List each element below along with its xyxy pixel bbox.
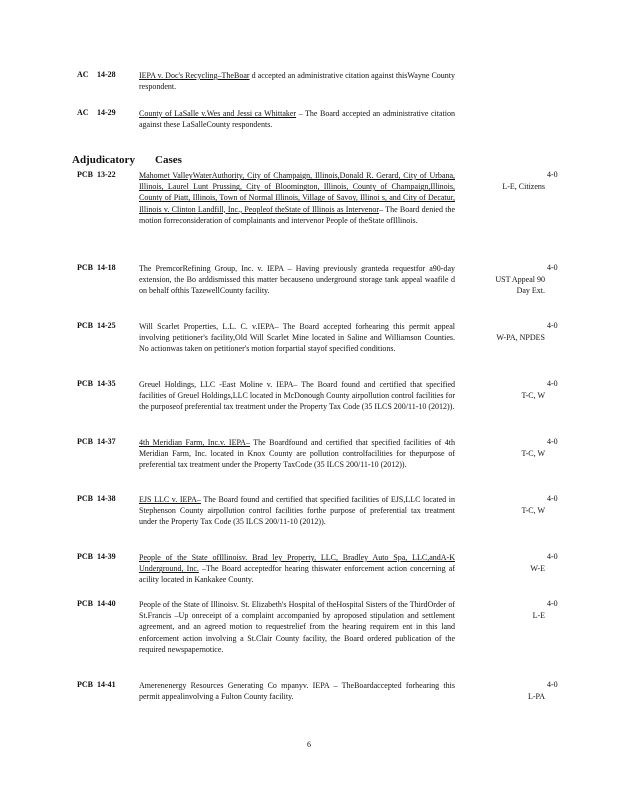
vote-tally: 4-0	[547, 170, 558, 179]
case-number: 14-35	[97, 379, 116, 388]
case-category: T-C, W	[521, 506, 545, 515]
case-category: UST Appeal 90 Day Ext.	[495, 275, 545, 296]
case-summary: The Boardfound and certified that specified facilities of 4th Meridian Farm, Inc. located in Knox County are pollution controlfacilities for thepurpose of preferential tax treatment under the Property TaxCode (35 ILCS 200/11-10 (2012)).	[139, 438, 456, 470]
case-summary: – The Board denied the motion forreconsideration of complainants and intervenor People of theState ofIllinois.	[139, 204, 455, 225]
case-category: T-C, W	[521, 391, 545, 400]
case-number: 14-41	[97, 680, 116, 689]
vote-tally: 4-0	[547, 379, 558, 388]
vote-tally: 4-0	[547, 552, 558, 561]
case-type: PCB	[77, 379, 93, 388]
case-number: 14-39	[97, 552, 116, 561]
case-description	[139, 108, 455, 130]
list-item	[77, 379, 557, 429]
list-item	[77, 70, 557, 100]
list-item	[77, 263, 557, 313]
case-category: L-PA	[527, 692, 545, 701]
case-number: 14-37	[97, 437, 116, 446]
case-number: 14-25	[97, 321, 116, 330]
case-summary: The Board found and certified that specified facilities of EJS,LLC located in Stephenson County airpollution control facilities forthe purpose of preferential tax treatment under the Property Tax Code (35 ILCS 200/11-10 (2012)).	[139, 495, 455, 527]
case-summary: Will Scarlet Properties, L.L. C. v.IEPA– The Board accepted forhearing this permit appeal involving petitioner's facility,Old Will Scarlet Mine located in Saline and Williamson Counties. No actionwas taken on petitioner's motion forpartial stayof specified conditions.	[139, 322, 455, 354]
case-summary: Amerenenergy Resources Generating Co mpanyv. IEPA – TheBoardaccepted forhearing this permit appealinvolving a Fulton County facility.	[139, 681, 455, 702]
case-type: PCB	[77, 494, 93, 503]
vote-tally: 4-0	[547, 599, 558, 608]
case-summary: – The Board accepted an administrative citation against these LaSalleCounty respondents.	[139, 109, 455, 130]
case-description	[139, 263, 455, 297]
case-number: 14-28	[97, 70, 116, 79]
case-title: County of LaSalle v.Wes and Jessi ca Whittaker	[139, 109, 297, 118]
case-summary: The PremcorRefining Group, Inc. v. IEPA – Having previously granteda requestfor a90-day extension, the Bo arddismissed this matter becauseno underground storage tank appeal waafile d on behalf ofthis TazewellCounty facility.	[139, 264, 455, 296]
section-subtitle: Cases	[155, 154, 182, 166]
case-title: EJS LLC v. IEPA–	[139, 495, 201, 504]
list-item	[77, 108, 557, 138]
case-category: L-E	[532, 611, 545, 620]
case-type: PCB	[77, 552, 93, 561]
list-item	[77, 680, 557, 710]
case-number: 14-29	[97, 108, 116, 117]
case-type: PCB	[77, 263, 93, 272]
case-description	[139, 680, 455, 702]
vote-tally: 4-0	[547, 263, 558, 272]
case-description	[139, 321, 455, 355]
case-number: 14-38	[97, 494, 116, 503]
list-item	[77, 170, 557, 250]
case-summary: Greuel Holdings, LLC -East Moline v. IEPA– The Board found and certified that specified facilities of Greuel Holdings,LLC located in McDonough County airpollution control facilities for the purposeof preferential tax treatment under the Property Tax Code (35 ILCS 200/11-10 (2012)).	[139, 380, 455, 412]
case-summary: d accepted an administrative citation against thisWayne County respondent.	[139, 71, 456, 92]
list-item	[77, 552, 557, 592]
case-type: PCB	[77, 437, 93, 446]
list-item	[77, 437, 557, 487]
case-title: Mahomet ValleyWaterAuthority, City of Champaign, Illinois,Donald R. Gerard, City of Urbana, Illinois, Laurel Lunt Prussing, City of Bloomington, Illinois, County of Champaign,Illinois, County of Piatt, Illinois, Town of Normal Illinois, Village of Savoy, Illinoi s, and City of Decatur, Illinois v. Clinton Landfill, Inc., Peopleof theState of Illinois as Intervenor	[139, 171, 455, 214]
case-type: PCB	[77, 321, 93, 330]
case-type: PCB	[77, 680, 93, 689]
case-number: 14-40	[97, 599, 116, 608]
list-item	[77, 494, 557, 544]
case-summary: People of the State of Illinoisv. St. Elizabeth's Hospital of theHospital Sisters of the ThirdOrder of St.Francis –Up onreceipt of a complaint accompanied by aproposed stipulation and settlement agreement, and an agreed motion to requestrelief from the hearing requirem ent in this land enforcement action involving a St.Clair County facility, the Board ordered publication of the required newspapernotice.	[139, 600, 455, 654]
list-item	[77, 599, 557, 669]
case-type: AC	[77, 70, 89, 79]
vote-tally: 4-0	[547, 321, 558, 330]
page-number: 6	[307, 740, 311, 749]
case-title: IEPA v. Doc's Recycling–TheBoar	[139, 71, 250, 80]
vote-tally: 4-0	[547, 680, 558, 689]
case-summary: –The Board acceptedfor hearing thiswater enforcement action concerning af acility located in Kankakee County.	[139, 564, 455, 585]
case-title: People of the State ofIllinoisv. Brad ley Property, LLC, Bradley Auto Spa, LLC,andA-K Underground, Inc.	[139, 553, 455, 574]
vote-tally: 4-0	[547, 494, 558, 503]
vote-tally: 4-0	[547, 437, 558, 446]
case-type: PCB	[77, 170, 93, 179]
case-type: AC	[77, 108, 89, 117]
case-description	[139, 552, 455, 586]
case-description	[139, 599, 455, 655]
case-type: PCB	[77, 599, 93, 608]
case-category: T-C, W	[521, 449, 545, 458]
case-category: L-E, Citizens	[502, 182, 545, 191]
case-description	[139, 70, 455, 92]
case-description	[139, 170, 455, 226]
case-number: 14-18	[97, 263, 116, 272]
case-description	[139, 437, 455, 471]
list-item	[77, 321, 557, 371]
section-title: Adjudicatory	[72, 154, 135, 166]
case-category: W-E	[530, 564, 545, 573]
case-number: 13-22	[97, 170, 116, 179]
case-category: W-PA, NPDES	[496, 333, 545, 342]
case-description	[139, 379, 455, 413]
case-title: 4th Meridian Farm, Inc.v. IEPA–	[139, 438, 250, 447]
case-description	[139, 494, 455, 528]
